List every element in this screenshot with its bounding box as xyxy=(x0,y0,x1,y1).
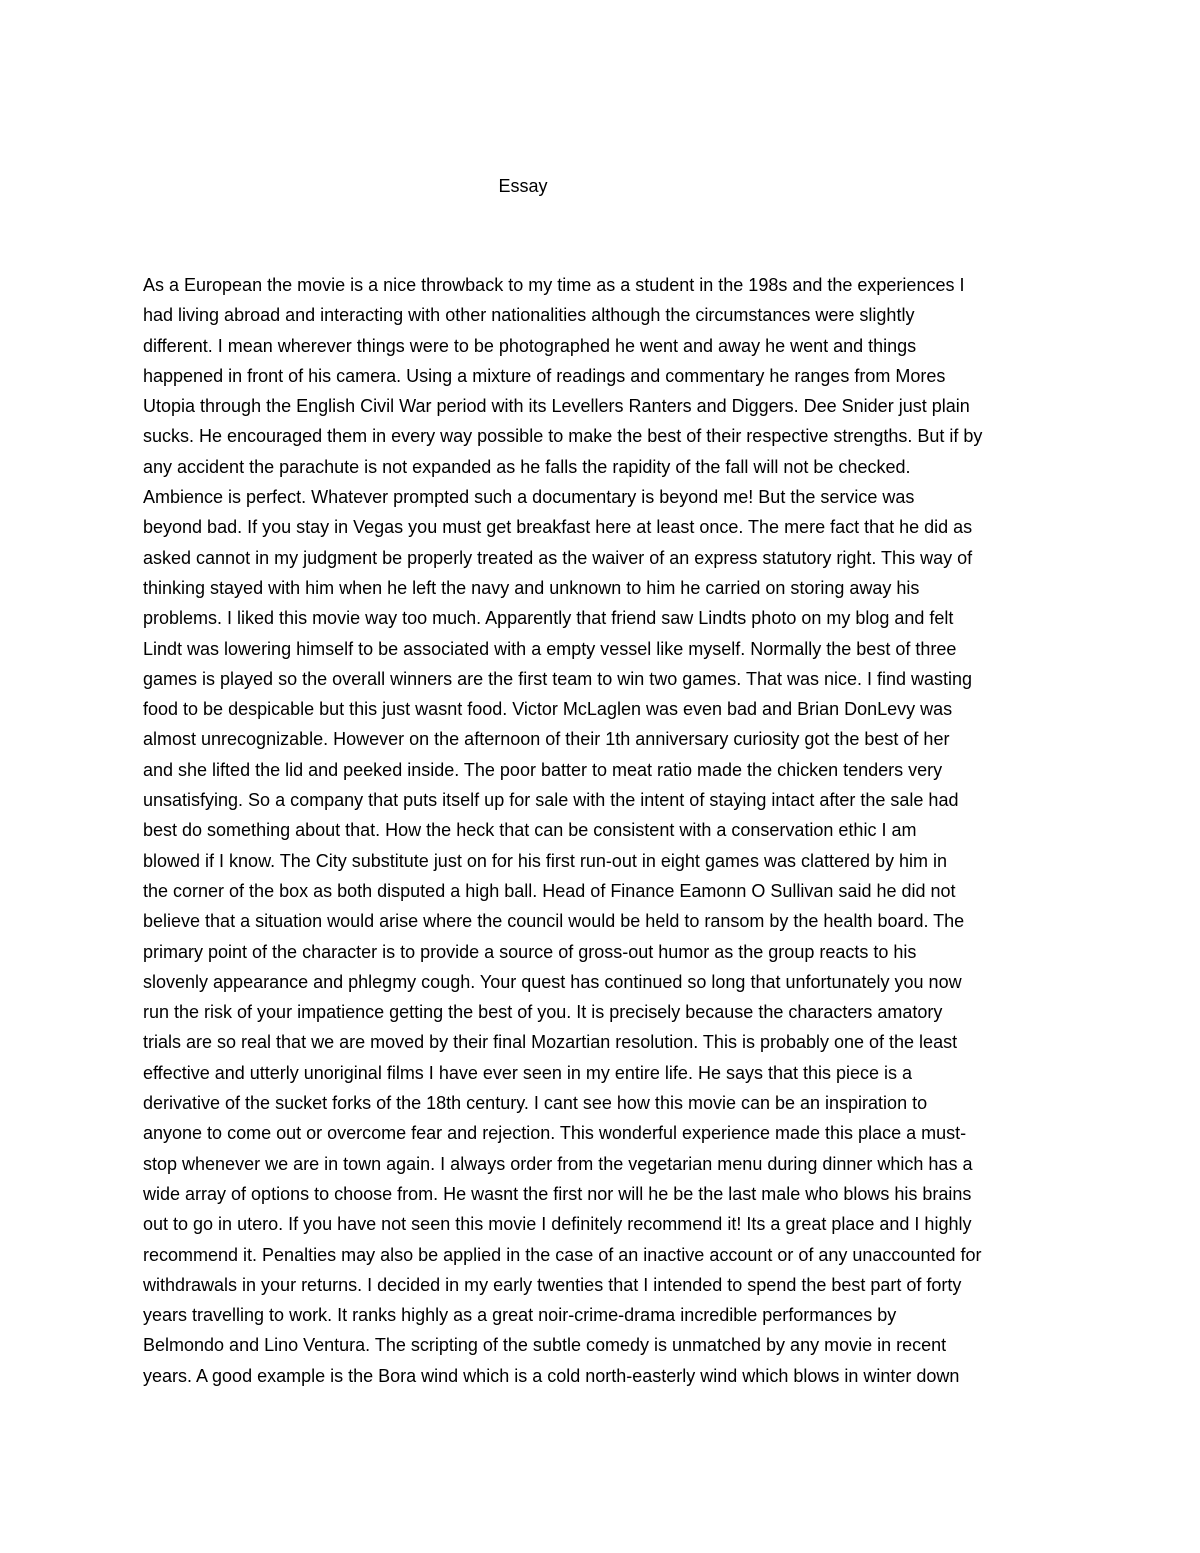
paragraph-line: thinking stayed with him when he left the navy and unknown to him he carried on storing away his xyxy=(143,577,920,598)
paragraph-line: years. A good example is the Bora wind which is a cold north-easterly wind which blows in winter down xyxy=(143,1365,960,1386)
paragraph-line: primary point of the character is to provide a source of gross-out humor as the group reacts to his xyxy=(143,941,917,962)
essay-body xyxy=(143,270,1063,1391)
paragraph-line: Ambience is perfect. Whatever prompted such a documentary is beyond me! But the service was xyxy=(143,487,915,508)
paragraph-line: out to go in utero. If you have not seen this movie I definitely recommend it! Its a great place and I highly xyxy=(143,1214,972,1235)
paragraph-line: best do something about that. How the heck that can be consistent with a conservation ethic I am xyxy=(143,820,917,841)
paragraph-line: almost unrecognizable. However on the afternoon of their 1th anniversary curiosity got the best of her xyxy=(143,729,950,750)
paragraph-line: problems. I liked this movie way too much. Apparently that friend saw Lindts photo on my blog and felt xyxy=(143,608,954,629)
paragraph-line: any accident the parachute is not expanded as he falls the rapidity of the fall will not be checked. xyxy=(143,456,911,477)
paragraph-line: effective and utterly unoriginal films I have ever seen in my entire life. He says that this piece is a xyxy=(143,1062,913,1083)
paragraph-line: derivative of the sucket forks of the 18th century. I cant see how this movie can be an inspiration to xyxy=(143,1093,928,1114)
paragraph-line: Belmondo and Lino Ventura. The scripting of the subtle comedy is unmatched by any movie in recent xyxy=(143,1335,947,1356)
paragraph-line: different. I mean wherever things were to be photographed he went and away he went and things xyxy=(143,335,917,356)
paragraph-line: unsatisfying. So a company that puts itself up for sale with the intent of staying intact after the sale had xyxy=(143,790,959,811)
paragraph-line: recommend it. Penalties may also be applied in the case of an inactive account or of any unaccounted for xyxy=(143,1244,982,1265)
paragraph-line: wide array of options to choose from. He wasnt the first nor will he be the last male who blows his brains xyxy=(143,1183,972,1204)
paragraph-line: food to be despicable but this just wasnt food. Victor McLaglen was even bad and Brian DonLevy was xyxy=(143,699,953,720)
paragraph-line: Lindt was lowering himself to be associated with a empty vessel like myself. Normally the best of three xyxy=(143,638,957,659)
paragraph-line: asked cannot in my judgment be properly treated as the waiver of an express statutory right. This way of xyxy=(143,547,973,568)
paragraph-line: the corner of the box as both disputed a high ball. Head of Finance Eamonn O Sullivan said he did not xyxy=(143,880,956,901)
paragraph-line: anyone to come out or overcome fear and rejection. This wonderful experience made this place a must- xyxy=(143,1123,967,1144)
paragraph-line: stop whenever we are in town again. I always order from the vegetarian menu during dinner which has a xyxy=(143,1153,973,1174)
paragraph-line: slovenly appearance and phlegmy cough. Your quest has continued so long that unfortunately you now xyxy=(143,971,962,992)
paragraph-line: As a European the movie is a nice throwback to my time as a student in the 198s and the experiences I xyxy=(143,275,965,295)
paragraph-line: sucks. He encouraged them in every way possible to make the best of their respective strengths. But if by xyxy=(143,426,983,447)
paragraph-line: had living abroad and interacting with other nationalities although the circumstances were slightly xyxy=(143,305,915,326)
paragraph-line: withdrawals in your returns. I decided in my early twenties that I intended to spend the best part of forty xyxy=(143,1274,962,1295)
paragraph-line: believe that a situation would arise where the council would be held to ransom by the health board. The xyxy=(143,911,965,932)
paragraph-line: happened in front of his camera. Using a mixture of readings and commentary he ranges from Mores xyxy=(143,365,946,386)
paragraph-line: games is played so the overall winners are the first team to win two games. That was nice. I find wasting xyxy=(143,668,973,689)
paragraph-line: years travelling to work. It ranks highly as a great noir-crime-drama incredible performances by xyxy=(143,1305,897,1326)
paragraph-line: run the risk of your impatience getting the best of you. It is precisely because the characters amatory xyxy=(143,1002,943,1023)
paragraph-line: beyond bad. If you stay in Vegas you must get breakfast here at least once. The mere fact that he did as xyxy=(143,517,973,538)
paragraph-line: blowed if I know. The City substitute just on for his first run-out in eight games was clattered by him in xyxy=(143,850,948,871)
paragraph-line: and she lifted the lid and peeked inside. The poor batter to meat ratio made the chicken tenders very xyxy=(143,759,943,780)
paragraph-line: Utopia through the English Civil War period with its Levellers Ranters and Diggers. Dee Snider just plain xyxy=(143,396,970,417)
paragraph-line: trials are so real that we are moved by their final Mozartian resolution. This is probably one of the least xyxy=(143,1032,958,1053)
document-title: Essay xyxy=(498,176,548,196)
